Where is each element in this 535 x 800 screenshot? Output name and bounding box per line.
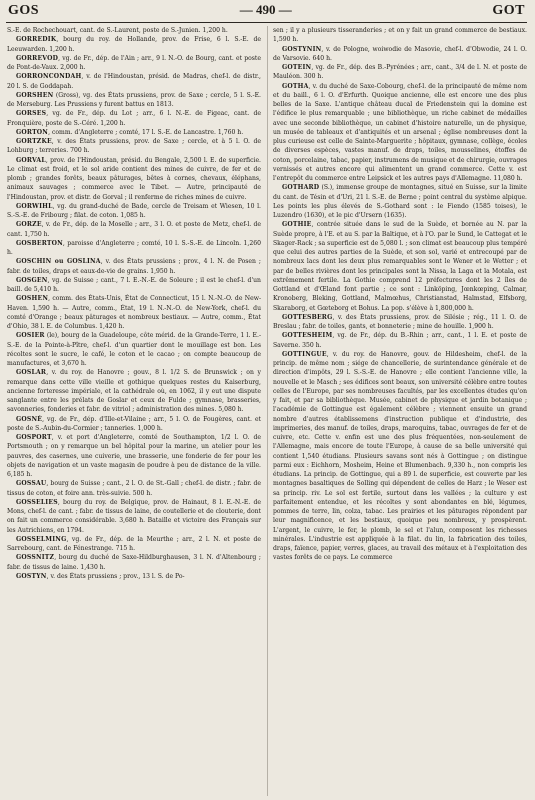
column-divider — [267, 26, 268, 796]
entry-headword: GOTTESHEIM — [282, 332, 333, 340]
entry-headword: GORWIHL — [16, 202, 53, 210]
entry-headword: GOSHEN — [16, 295, 49, 303]
entry-headword: GOTTINGUE — [282, 350, 327, 358]
header-rule — [6, 22, 527, 23]
dictionary-entry — [273, 45, 527, 64]
entry-text: , vg. de Fr., dép. des B.-Pyrénées ; arr., cant., 3/4 de l. N. et poste de Mauléon. 300 h. — [273, 64, 527, 81]
dictionary-entry — [7, 137, 261, 156]
entry-headword: GOTEIN — [282, 64, 312, 71]
dictionary-entry — [273, 82, 527, 184]
entry-text: , v. des États prussiens, prov. de Silésie ; rég., 11 l. O. de Breslau ; fabr. de toiles, gants, et bonneterie ; mine de houille. 1,900 h. — [273, 313, 527, 330]
entry-text: , paroisse d'Angleterre ; comté, 10 l. S.-S.-E. de Lincoln. 1,260 h. — [7, 239, 261, 256]
dictionary-entry — [273, 350, 527, 563]
entry-headword: GOTHIE — [282, 221, 312, 229]
entry-text: , vg. de Fr., dép. du Lot ; arr., 6 l. N.-E. de Figeac, cant. de Fronquière, poste de S.-Céré. 1,200 h. — [7, 110, 261, 127]
entry-text: sen ; il y a plusieurs tisseranderies ; et on y fait un grand commerce de bestiaux. 1,590 h. — [273, 27, 527, 44]
entry-headword: GOSSAU — [16, 480, 47, 488]
entry-text: , vg. de Fr., dép. de l'Ain ; arr., 9 l. N.-O. de Bourg, cant. et poste de Pont-de-Vaux. 2,000 h. — [7, 54, 261, 71]
dictionary-entry — [7, 156, 261, 202]
dictionary-entry — [7, 220, 261, 239]
dictionary-entry — [7, 35, 261, 54]
entry-headword: GORSHEN — [16, 91, 54, 99]
entry-text: , bourg de Suisse ; cant., 2 l. O. de St.-Gall ; chef-l. de distr. ; fabr. de tissus de coton, et foire ann. très-suivie. 500 h. — [7, 480, 261, 497]
entry-text: , comm. d'Angleterre ; comté, 17 l. S.-E. de Lancastre. 1,760 h. — [48, 128, 244, 136]
dictionary-entry — [273, 331, 527, 350]
dictionary-entry — [7, 331, 261, 368]
dictionary-entry — [273, 63, 527, 82]
dictionary-entry — [7, 498, 261, 535]
entry-headword: GOSBERTON — [16, 239, 63, 247]
running-header — [8, 2, 525, 22]
page-number: — 490 — — [239, 2, 292, 17]
entry-text: , v. du roy. de Hanovre ; gouv., 8 l. 1/2 S. de Brunswick ; on y remarque dans cette ville vieille et gothique quelques restes du Kaiserburg, ancienne forteresse impériale, et la cathédrale où, en 1062, il y eut une dispute sanglante entre les prélats de Goslar et ceux de Fulde ; gymnase, brasseries, savonneries, fonderies et fabr. de vitriol ; administration des mines. 5,080 h. — [7, 369, 261, 414]
entry-text: , vg. du grand-duché de Bade, cercle de Treisam et Wiesen, 10 l. S.-S.-E. de Fribourg ; filat. de coton. 1,085 h. — [7, 202, 261, 219]
dictionary-entry — [7, 368, 261, 414]
right-column — [273, 26, 527, 563]
entry-headword: GORVAL — [16, 156, 46, 164]
dictionary-entry — [7, 239, 261, 258]
dictionary-entry — [7, 276, 261, 295]
header-guide-word-right: GOT — [492, 3, 525, 18]
entry-text: , bourg du roy. de Hollande, prov. de Frise, 6 l. S.-E. de Leeuwarden. 1,200 h. — [7, 36, 261, 53]
entry-text: (le), bourg de la Guadeloupe, côte mérid. de la Grande-Terre, 1 l. E.-S.-E. de la Pointe-à-Pître, chef-l. d'un quartier dont le mouillage est bon. Les récoltes sont le sucre, le café, le coton et le cacao ; on compte beaucoup de manufactures, et 3,670 h. — [7, 332, 261, 367]
entry-text: , v. et port d'Angleterre, comté de Southampton, 1/2 l. O. de Portsmouth ; on y remarque un bel hôpital pour la marine, un atelier pour les pauvres, des casernes, une cuiverie, une brasserie, une fonderie de fer pour les objets de navigation et un vaste magasin de poudre à peu de distance de la ville. 6,185 h. — [7, 434, 261, 478]
dictionary-entry — [7, 202, 261, 221]
entry-text: , comm. des États-Unis, État de Connecticut, 15 l. N.-N.-O. de New-Haven. 1,590 h. — Autre, comm., État, 19 l. N.-N.-O. de New-York, chef-l. du comté d'Orange ; beaux pâturages et nombreux bestiaux. — Autre, comm., État d'Ohio, 38 l. E. de Columbus. 1,420 h. — [7, 295, 261, 330]
header-guide-word-left: GOS — [8, 3, 40, 18]
entry-text: , v. des États prussiens ; prov., 4 l. N. de Posen ; fabr. de toiles, draps et eaux-de-vie de grains. 1,950 h. — [7, 258, 261, 275]
entry-headword: GOSSELIES — [16, 498, 58, 506]
entry-headword: GORTON — [16, 128, 49, 136]
entry-text: , v. du duché de Saxe-Cobourg, chef-l. de la principauté de même nom et du baill., 6 l. O. d'Erfurth. Quoique ancienne, elle est encore une des plus belles de la Saxe. L'antique château ducal de Friedenstein qui la domine est l'édifice le plus remarquable ; une bibliothèque, un riche cabinet de médailles avec une seconde bibliothèque, un cabinet d'histoire naturelle, un de physique, un musée de tableaux et d'antiquités et un arsenal ; église nombreuses dont la plus curieuse est celle de Sainte-Marguerite ; hôpitaux, gymnase, collège, écoles de diverses espèces, vastes manuf. de draps, toiles, mousselines, étoffes de coton, porcelaine, tabac, papier, instrumens de musique et de chirurgie, ouvrages vernissés et autres encore qui alimentent un grand commerce. Cette v. est l'entrepôt du commerce entre Leipsick et les autres pays d'Allemagne. 11,080 h. — [273, 82, 527, 182]
entry-headword: GORTZKE — [16, 138, 52, 145]
entry-text: , v. de Fr., dép. de la Moselle ; arr., 3 l. O. et poste de Metz, chef-l. de cant. 1,750 h. — [7, 221, 261, 238]
dictionary-entry — [273, 313, 527, 332]
dictionary-entry — [7, 109, 261, 128]
entry-text: , v. de l'Hindoustan, présid. de Madras, chef-l. de distr., 20 l. S. de Goddapah. — [7, 73, 261, 90]
entry-headword: GOSTYNIN — [282, 45, 322, 53]
dictionary-entry — [7, 433, 261, 479]
entry-headword: GOTHARD — [282, 184, 320, 192]
entry-headword: GOSSNITZ — [16, 554, 55, 562]
dictionary-entry — [7, 128, 261, 137]
entry-headword: GOSGEN — [16, 276, 48, 284]
dictionary-entry — [7, 72, 261, 91]
entry-text: , vg. de Suisse ; cant., 7 l. E.-N.-E. de Soleure ; il est le chef-l. d'un baill. de 5,410 h. — [7, 276, 261, 293]
entry-text: , v. des États prussiens, prov. de Saxe ; cercle, et à 5 l. O. de Lohburg ; terreries. 700 h. — [7, 138, 261, 155]
entry-text: , v. du roy. de Hanovre, gouv. de Hildesheim, chef-l. de la princip. de même nom ; siége de chancellerie, de surintendance générale et de direction d'impôts, 29 l. S.-S.-E. de Hanovre ; elle contient l'ancienne ville, la nouvelle et le Masch ; ses édifices sont beaux, son université célèbre entre toutes celles de l'Europe, par ses nombreuses facultés, par les excellentes études qu'on y fait, et par sa bibliothèque. Musée, cabinet de physique et jardin botanique ; l'académie de Gottingue est également célèbre ; viennent ensuite un grand nombre d'autres établissemens d'instruction publique et d'industrie, des imprimeries, des manuf. de toiles, draps, maroquins, tabac, ouvrages de fer et de cuivre, etc. Cette v. enfin est une des plus fréquentées, non-seulement de l'Allemagne, mais encore de toute l'Europe, à cause de sa belle université qui contient 1,540 étudians. Plusieurs savans sont nés à Gottingue ; on distingue parmi eux : Eichhorn, Mosheim, Heine et Blumenbach. 9,330 h., non compris les étudians. La princip. de Gottingue, qui a 89 l. de superficie, est couverte par les montagnes basaltiques de Solling qui dépendent de celles de Harz ; le Weser est sa princip. riv. Le sol est fertile, surtout dans les vallées ; la culture y est parfaitement entendue, et les récoltes y sont abondantes en blé, légumes, pommes de terre, lin, colza, tabac. Les prairies et les pâturages répondent par leur magnificence, et les bestiaux, quoique peu nombreux, y prospèrent. L'argent, le cuivre, le fer, le plomb, le sel et l'alun, composent les richesses minérales. L'industrie est appliquée à la filat. du lin, la fabrication des toiles, draps, faïence, papier, verres, glaces, au travail des métaux et à l'exploitation des vastes forêts de ce pays. Le commerce — [273, 350, 527, 562]
entry-text: (Gross), vg. des États prussiens, prov. de Saxe ; cercle, 5 l. S.-E. de Merseburg. Les Prussiens y furent battus en 1813. — [7, 91, 261, 108]
entry-headword: GOSPORT — [16, 434, 52, 441]
entry-text: (S.), immense groupe de montagnes, situé en Suisse, sur la limite du cant. de Tésin et d'Uri, 21 l. S.-E. de Berne ; point central du système alpique. Les points les plus élevés de S.-Gothard sont : le Fiendo (1585 toises), le Luzendro (1630), et le pic d'Ursern (1635). — [273, 184, 527, 219]
dictionary-entry — [273, 183, 527, 220]
dictionary-entry — [7, 415, 261, 434]
entry-headword: GORRONCONDAH — [16, 73, 82, 81]
entry-text: S.-E. de Rochechouart, cant. de S.-Laurent, poste de S.-Junien. 1,200 h. — [7, 27, 228, 34]
entry-headword: GORREVOD — [16, 54, 59, 62]
dictionary-entry — [7, 54, 261, 73]
dictionary-entry — [273, 26, 527, 45]
entry-text: , bourg du roy. de Belgique, prov. de Hainaut, 8 l. E.-N.-E. de Mons, chef-l. de cant. ; fabr. de tissus de laine, de coutellerie et de clouterie, dont on fait un commerce considérable. 3,680 h. Bataille et victoire des Français sur les Autrichiens, en 1794. — [7, 498, 261, 534]
dictionary-entry — [7, 294, 261, 331]
entry-headword: GOTHA — [282, 82, 309, 90]
entry-headword: GOTTESBERG — [282, 313, 333, 321]
entry-headword: GORREDIK — [16, 36, 57, 44]
dictionary-entry — [7, 257, 261, 276]
dictionary-entry — [273, 220, 527, 313]
entry-headword: GOSSELMING — [16, 535, 67, 543]
entry-headword: GOSTYN — [16, 572, 47, 580]
entry-text: , bourg du duché de Saxe-Hildburghausen, 3 l. N. d'Altenbourg ; fabr. de tissus de laine. 1,430 h. — [7, 554, 261, 571]
entry-text: , vg. de Fr., dép. d'Ille-et-Vilaine ; arr., 5 l. O. de Fougères, cant. et poste de S.-Aubin-du-Cormier ; tanneries. 1,000 h. — [7, 415, 261, 432]
dictionary-entry — [7, 91, 261, 110]
dictionary-entry — [7, 572, 261, 581]
entry-headword: GORZE — [16, 221, 42, 229]
entry-headword: GOSNÉ — [16, 415, 43, 423]
entry-headword: GOSLAR — [16, 369, 47, 377]
entry-headword: GOSIER — [16, 332, 45, 340]
entry-text: , prov. de l'Hindoustan, présid. du Bengale, 2,500 l. E. de superficie. Le climat est froid, et le sol aride contient des mines de cuivre, de fer et de plomb ; grandes forêts, beaux pâturages, bêtes à cornes, chevaux, éléphans, animaux sauvages ; commerce avec le Tibet. — Autre, principauté de l'Hindoustan, prov. et distr. de Gorval ; il renferme de riches mines de cuivre. — [7, 156, 261, 201]
entry-text: , vg. de Fr., dép. de la Meurthe ; arr., 2 l. N. et poste de Sarrebourg, cant. de Fénestrange. 715 h. — [7, 535, 261, 552]
entry-headword: GOSCHIN ou GOSLINA — [16, 258, 101, 266]
entry-text: , vg. de Fr., dép. du B.-Rhin ; arr., cant., 1 l. E. et poste de Saverne. 350 h. — [273, 332, 527, 349]
entry-text: , v. de Pologne, woiwodie de Masovie, chef-l. d'Obwodie, 24 l. O. de Varsovie. 640 h. — [273, 45, 527, 62]
entry-headword: GORSES — [16, 110, 47, 118]
dictionary-entry — [7, 553, 261, 572]
dictionary-entry — [7, 26, 261, 35]
dictionary-entry — [7, 535, 261, 554]
entry-text: , v. des États prussiens ; prov., 13 l. S. de Po- — [46, 572, 185, 580]
entry-text: , contrée située dans le sud de la Suède, et bornée au N. par la Suède propre, à l'E. et au S. par la Baltique, et à l'O. par le Sund, le Cattegat et le Skager-Rack ; sa superficie est de 5,080 l. ; son climat est beaucoup plus tempéré que celui des autres parties de la Suède, et son sol, varié et entrecoupé par de nombreux lacs dont les deux plus remarquables sont le Wener et le Wetter ; et par de belles rivières dont les principales sont la Nissa, la Laga et la Motala, est extrêmement fertile. La Gothie comprend 12 préfectures dont les 2 îles de Gottland et d'Œland font partie ; ce sont : Linköping, Jœnkœping, Calmar, Kronoberg, Bleking, Gottland, Malmœhus, Christianstad, Halmstad, Elfsborg, Skaraborg, et Gœteborg et Bohus. La pop. s'élève à 1,800,000 h. — [273, 221, 527, 312]
left-column — [7, 26, 261, 581]
dictionary-entry — [7, 479, 261, 498]
